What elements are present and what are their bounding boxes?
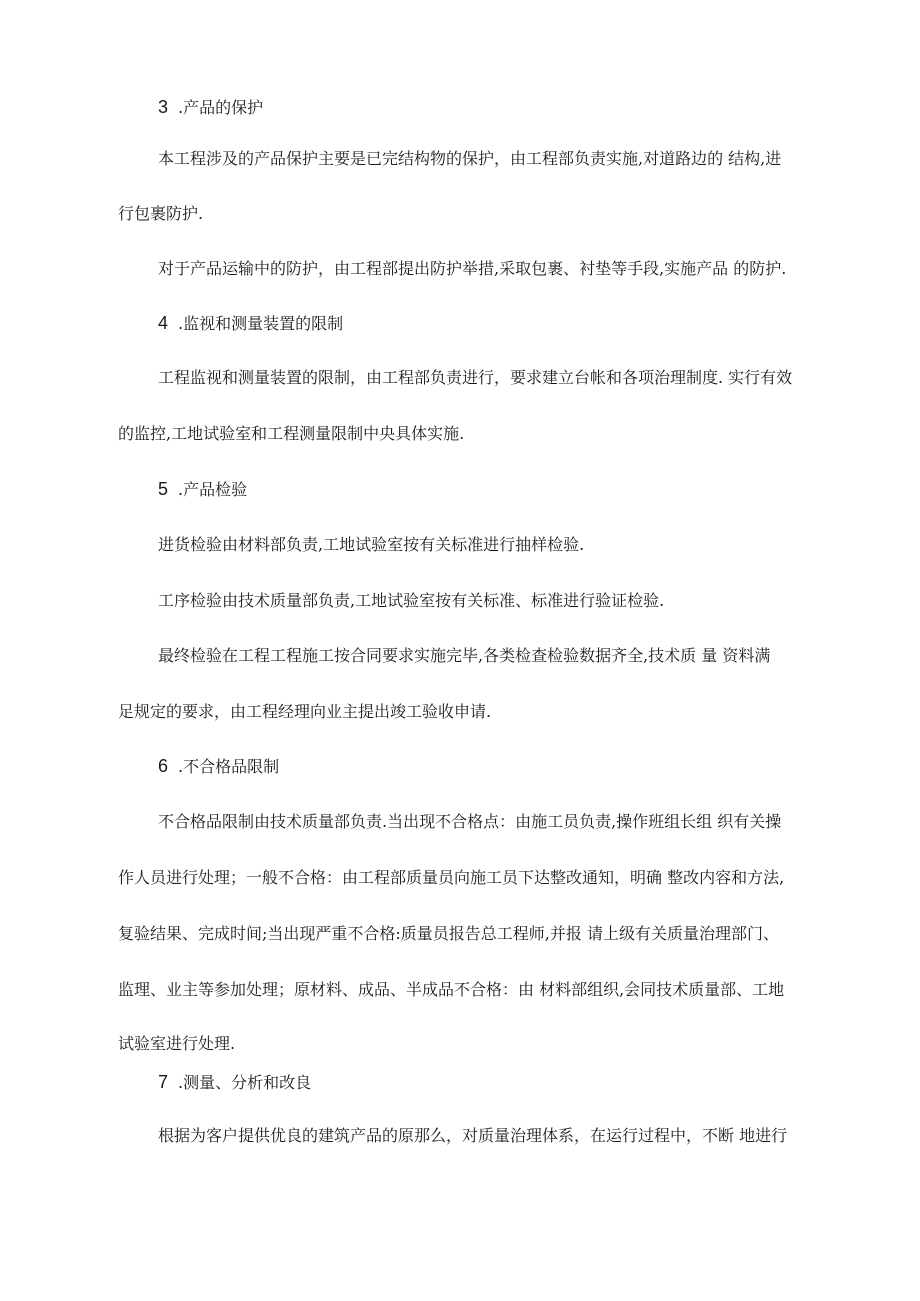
paragraph-line: 最终检验在工程工程施工按合同要求实施完毕,各类检查检验数据齐全,技术质 量 资料满	[158, 646, 771, 665]
paragraph-line: 足规定的要求，由工程经理向业主提出竣工验收申请.	[118, 702, 492, 721]
paragraph-line: 工序检验由技术质量部负责,工地试验室按有关标准、标准进行验证检验.	[158, 591, 665, 610]
section-heading	[158, 479, 247, 500]
section-number: 4	[158, 313, 169, 333]
paragraph-line: 根据为客户提供优良的建筑产品的原那么，对质量治理体系，在运行过程中，不断 地进行	[158, 1126, 788, 1145]
section-heading	[158, 756, 279, 777]
section-number: 5	[158, 479, 169, 499]
section-title: .不合格品限制	[178, 757, 280, 776]
section-number: 7	[158, 1072, 169, 1092]
paragraph-line: 工程监视和测量装置的限制，由工程部负责进行，要求建立台帐和各项治理制度. 实行有效	[158, 368, 793, 387]
section-title: .产品检验	[178, 480, 248, 499]
section-heading	[158, 313, 343, 334]
paragraph-line: 监理、业主等参加处理；原材料、成品、半成品不合格：由 材料部组织,会同技术质量部、工地	[118, 980, 785, 999]
paragraph-line: 试验室进行处理.	[118, 1034, 236, 1053]
paragraph-line: 进货检验由材料部负责,工地试验室按有关标准进行抽样检验.	[158, 535, 585, 554]
paragraph-line: 不合格品限制由技术质量部负责.当出现不合格点：由施工员负责,操作班组长组 织有关操	[158, 812, 782, 831]
section-heading	[158, 1072, 311, 1093]
paragraph-line: 本工程涉及的产品保护主要是已完结构物的保护，由工程部负责实施,对道路边的 结构,进	[158, 149, 782, 168]
paragraph-line: 行包裹防护.	[118, 204, 204, 223]
section-title: .产品的保护	[178, 98, 264, 117]
section-title: .测量、分析和改良	[178, 1073, 312, 1092]
paragraph-line: 复验结果、完成时间;当出现严重不合格:质量员报告总工程师,并报 请上级有关质量治理部门、	[118, 924, 779, 943]
paragraph-line: 对于产品运输中的防护，由工程部提出防护举措,采取包裹、衬垫等手段,实施产品 的防护.	[158, 259, 787, 278]
section-number: 6	[158, 756, 169, 776]
section-title: .监视和测量装置的限制	[178, 314, 344, 333]
section-heading	[158, 97, 263, 118]
paragraph-line: 的监控,工地试验室和工程测量限制中央具体实施.	[118, 424, 465, 443]
section-number: 3	[158, 97, 169, 117]
paragraph-line: 作人员进行处理；一般不合格：由工程部质量员向施工员下达整改通知，明确 整改内容和方法,	[118, 868, 785, 887]
